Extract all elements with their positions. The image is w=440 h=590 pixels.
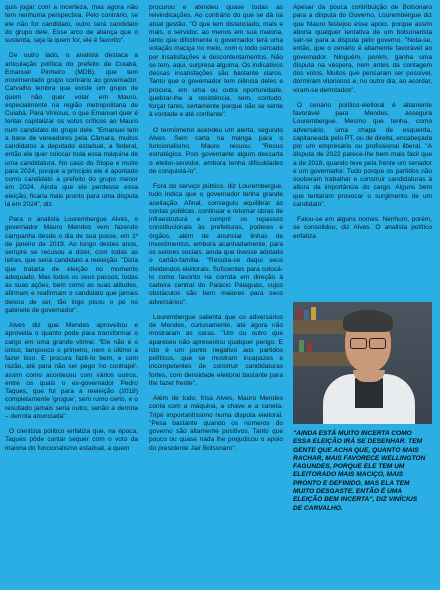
paragraph: O termômetro acendeu um alerta, segundo Alves. Sem carta na manga para o funcionalismo, Mauro recuou. "Recuo estratégico. Pois governante algum descarta o eleitor-servidor, embora tenha dificuldades de conquistá-lo". — [149, 126, 283, 175]
portrait-photo — [293, 302, 432, 424]
hair — [343, 310, 393, 332]
article-column-3 — [293, 4, 432, 248]
book — [297, 308, 302, 320]
paragraph: Fora do serviço público, diz Lourembergue, tudo indica que o governador tenha grande aceitação. Afinal, conseguiu equilibrar as contas públicas, continuar e retomar obras de infraestrutura e cumprir os repasses constitucionais às prefeituras, poderes e órgãos, além de anunciar linhas de investimentos, embora acanhadamente, para os setores sociais, ainda que tivesse adotado o cartão-família. "Resulta-se daquí seus dividendos eleitorais. Suficientes para colocá-lo como favorito na corrida em direção à cadeira central do Palácio Paiaguás, cujos obstáculos são bem maiores para seus adversários". — [149, 183, 283, 306]
book — [299, 340, 304, 352]
glasses-icon — [369, 338, 386, 349]
paragraph: Para o analista Lourembergue Alves, o governador Mauro Mendes vem fazendo campanha desde o dia de sua posse, em 1º de janeiro de 2019. Ao longo destes anos, sempre se recusou a dizer, com todas as letras, que seria candidato a reeleição. "Dizia que tratarla de eleição no momento adequado. Mas todos os seus passos, todas as suas ações, bem como as suas atitudes, afirmam e reafirmam o candidato que jamais deixou de ser, tão logo pisou o pé no gabinete de governador". — [5, 216, 138, 314]
pull-quote: "AINDA ESTÁ MUITO INCERTA COMO ESSA ELEIÇÃO IRÁ SE DESENHAR. TEM GENTE QUE ACHA QUE, QUANTO MAIS RACHAR, MAIS FAVORECE WELLINGTON FAGUNDES, PORQUE ELE TEM UM ELEITORADO MAIS MACIÇO, MAIS PRONTO E DEFINIDO. MAS ELA TEM MUITO DESGASTE. ENTÃO É UMA ELEIÇÃO BEM INCERTA", DIZ VINÍCIUS DE CARVALHO. — [293, 430, 426, 512]
paragraph: O cenário político-eleitoral é altamente favorável para Mendes, assegura Lourembergue. Mesmo que tenha, como adversário, uma chapa de esquerda, capitaneada pelo PT, ou de direita, encabeçada por um empresário ou profissional liberal. "A disputa de 2022 parece-lhe bem mais fácil que a de 2018, quando teve pela frente um senador e um governador. Tudo porque os partidos não souberam trabalhar e construir candidaturas à altura da importância do cargo. Alguns bem que tentaram provocar o surgimento de um candidato". — [293, 101, 432, 208]
book — [307, 342, 312, 352]
paragraph: Falou-se em alguns nomes. Nenhum, porém, se consolidou, diz Alves. O analista político enfatiza — [293, 216, 432, 240]
paragraph: Alves diz que Mendes aproveitou e aproveita o quanto pode para transformar o cargo em uma grande vitrine. "Ele não é o único, tampouco o primeiro, nem o último a fazer isso. E procura fazê-lo bem, e com razão, até para não ser pego 'no contrapé', assim como aconteceu com vários outros, entre os quais o ex-governador Pedro Taques, que foi para a reeleição (2018) completamente 'grogue', sem rumo certo, e o resultado jamais seria outro, senão a derrota – derrota anunciada". — [5, 322, 138, 420]
paragraph: quis jogar com a incerteza, mas agora não tem nenhuma perspectiva. Pelo contrário, se ele não for candidato, outro será candidato do grupo dele. Esse arco de aliança que o sustenta, seja lá quem for, ele é favorito". — [5, 4, 138, 44]
paragraph: Apesar da pouca contribuição de Bolsonaro para a disputa do Governo, Lourembergue diz que Mauro festejou esse apoio, porque assim aborta qualquer tentativa de um bolsonarista sair-se para a disputa pelo governo. "Nota-se, então, que o cenário é altamente favorável ao governador. Ninguém, porém, ganha uma disputa na véspera, nem antes da contagem dos votos. Muitos que pensaram ser possível, dormiram vitoriosos e, no outro dia, ao acordar, viram-se derrotados". — [293, 4, 432, 94]
bookshelf — [293, 352, 353, 366]
glasses-icon — [350, 338, 367, 349]
book — [311, 307, 316, 320]
book — [304, 310, 309, 320]
undershirt — [355, 378, 383, 408]
paragraph: procurou e atendeu quase todas as reivindicações. Ao contrário do que se dá na atual gestão. "O que tem distanciado, mais e mais, o servidor, ao menos em sua maioria, tanto que dificilmente o governador terá uma votação maciça no meio, com o todo cercado por insatisfações e descontentamentos. Não se tem, aqui, surpresa alguma. Os indicativos dessas insatisfações são bastante claros. Tanto que o governador tem ciência deles e procura, em uma ou outra oportunidade, quebrar-lhe a resistência, sem, contudo, forçar tanto, certamente porque não se sente à vontade e até confiante". — [149, 4, 283, 119]
article-column-1 — [5, 4, 138, 460]
paragraph: O cientista político enfatiza que, na época, Taques pôde contar sequer com o voto da maioria do funcionalismo estadual, a quem — [5, 428, 138, 452]
paragraph: De outro lado, o analista destaca a articulação política do prefeito de Cuiabá, Emanuel Pinheiro (MDB), que tem movimentado grupo contrário ao governador. Carvalho lembra que existe um grupo de quem não quer votar em Mauro, especialmente na região metropolitana de Cuiabá. Para Vinícius, o que Emanuel quer é tentar capitalizar os votos críticos ao Mauro num candidato do grupo dele. "Emanuel tem a base de vereadores pela Câmara, muitos candidatos a deputado estadual, a federal, então ele quer colocar toda essa máquina de uma candidatura. No caso do Stopa e muito para 2024, porque a principio ele é apontado como candidato a prefeito do grupo menor em 2024. Ainda que ele perdesse essa eleição, ficaria mais pronto para uma disputa lá em 2024", diz. — [5, 52, 138, 208]
paragraph: Além de tudo, frisa Alves, Mauro Mendes conta com a máquina, a chave e a caneta. Tripé importantíssimo numa disputa eleitoral. "Pesa bastante quando os números do governo são altamente positivos. Tanto que pouco ou quase nada lhe prejudicou o apoio do presidente Jair Bolsonaro". — [149, 395, 283, 452]
paragraph: Lourembergue salienta que os adversários de Mendes, curiosamente, até agora não mostraram as caras. "Um ou outro que apareceu não apresentou qualquer perigo. E isto é um ponto negativo aos partidos políticos, que se mostram incapazes e incompetentes de construir candidaturas fortes, com densidade eleitoral bastante para lhe fazer frente". — [149, 313, 283, 387]
article-column-2 — [149, 4, 283, 460]
